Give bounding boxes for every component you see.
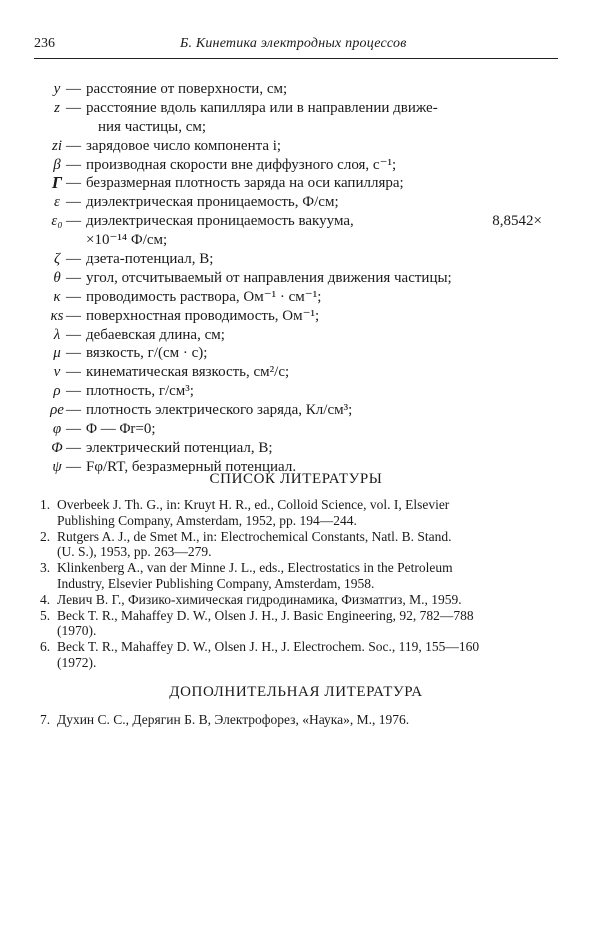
reference-line: Publishing Company, Amsterdam, 1952, pp. 194—244. — [57, 512, 357, 528]
symbol-row: ε — диэлектрическая проницаемость, Ф/см; — [48, 193, 558, 212]
additional-references-list — [34, 712, 558, 728]
reference-line: Beck T. R., Mahaffey D. W., Olsen J. H., J. Basic Engineering, 92, 782—788 — [57, 607, 474, 623]
symbol-description: дзета-потенциал, В; — [86, 251, 214, 268]
symbol-row: λ — дебаевская длина, см; — [48, 326, 558, 345]
symbol-row: y — расстояние от поверхности, см; — [48, 80, 558, 99]
symbol-description: электрический потенциал, В; — [86, 439, 273, 456]
reference-number: 6. — [40, 639, 51, 655]
symbol-row: κ — проводимость раствора, Ом⁻¹ · см⁻¹; — [48, 288, 558, 307]
references-list — [34, 497, 558, 671]
symbol-description: поверхностная проводимость, Ом⁻¹; — [86, 307, 320, 324]
symbol: ψ — [52, 458, 62, 475]
symbol-row: z — расстояние вдоль капилляра или в направлении движе- — [48, 99, 558, 118]
symbol-description: Fφ/RT, безразмерный потенциал. — [86, 458, 297, 475]
symbol-description: ×10⁻¹⁴ Ф/см; — [86, 232, 168, 249]
reference-item — [34, 529, 558, 561]
symbol-row: μ — вязкость, г/(см · с); — [48, 344, 558, 363]
symbol-row: ρe — плотность электрического заряда, Кл/см³; — [48, 401, 558, 420]
reference-item — [34, 592, 558, 608]
symbol-description: кинематическая вязкость, см²/с; — [86, 364, 290, 381]
symbol-row: Φ — электрический потенциал, В; — [48, 439, 558, 458]
symbol-description: угол, отсчитываемый от направления движения частицы; — [86, 269, 452, 286]
symbol-list — [48, 80, 558, 477]
symbol: ε — [54, 194, 60, 211]
symbol-row: Γ — безразмерная плотность заряда на оси капилляра; — [48, 174, 558, 193]
reference-line: (1970). — [57, 623, 97, 639]
reference-line: (1972). — [57, 654, 97, 670]
symbol-description: проводимость раствора, Ом⁻¹ · см⁻¹; — [86, 288, 322, 305]
reference-line: Духин С. С., Дерягин Б. В, Электрофорез, «Наука», М., 1976. — [57, 712, 410, 727]
symbol: ε₀ — [51, 213, 63, 230]
symbol: zi — [51, 137, 62, 154]
symbol-description: дебаевская длина, см; — [86, 326, 225, 343]
symbol-description: безразмерная плотность заряда на оси капилляра; — [86, 175, 404, 192]
reference-number: 5. — [40, 607, 51, 623]
symbol: ρe — [50, 402, 64, 419]
symbol-row: φ — Φ — Φr=0; — [48, 420, 558, 439]
symbol-description: зарядовое число компонента i; — [86, 137, 282, 154]
symbol-description: Φ — Φr=0; — [86, 421, 156, 438]
symbol-description: диэлектрическая проницаемость вакуума, — [86, 213, 354, 230]
symbol: ν — [53, 364, 61, 381]
symbol-row: ζ — дзета-потенциал, В; — [48, 250, 558, 269]
references-heading: СПИСОК ЛИТЕРАТУРЫ — [209, 471, 383, 487]
symbol-description: ния частицы, см; — [98, 118, 207, 135]
symbol-row: ν — кинематическая вязкость, см²/с; — [48, 363, 558, 382]
symbol-row: β — производная скорости вне диффузного слоя, с⁻¹; — [48, 156, 558, 175]
reference-item — [34, 608, 558, 640]
reference-number: 2. — [40, 528, 51, 544]
reference-item — [34, 497, 558, 529]
reference-line: (U. S.), 1953, pp. 263—279. — [57, 544, 212, 560]
symbol: Γ — [51, 173, 63, 193]
symbol-row-continuation — [48, 231, 558, 250]
symbol: ρ — [53, 383, 61, 400]
symbol: β — [53, 156, 61, 173]
page-number: 236 — [34, 36, 55, 51]
symbol-row-continuation — [48, 118, 558, 137]
symbol: μ — [53, 345, 61, 362]
reference-line: Левич В. Г., Физико-химическая гидродинамика, Физматгиз, М., 1959. — [57, 591, 462, 607]
symbol: z — [54, 99, 60, 116]
symbol-description: расстояние вдоль капилляра или в направлении движе- — [86, 99, 438, 116]
header-divider — [34, 58, 558, 59]
symbol-description: расстояние от поверхности, см; — [86, 81, 288, 97]
reference-number: 3. — [40, 560, 51, 576]
additional-references-heading: ДОПОЛНИТЕЛЬНАЯ ЛИТЕРАТУРА — [169, 684, 423, 700]
reference-line: Beck T. R., Mahaffey D. W., Olsen J. H., J. Electrochem. Soc., 119, 155—160 — [57, 639, 480, 655]
symbol-description: плотность электрического заряда, Кл/см³; — [86, 402, 353, 419]
symbol-description: вязкость, г/(см · с); — [86, 345, 208, 362]
symbol: κs — [50, 307, 64, 324]
symbol-row: ε₀ — диэлектрическая проницаемость вакуума, 8,8542× — [48, 212, 558, 231]
reference-item — [34, 560, 558, 592]
symbol: y — [53, 81, 61, 97]
running-title: Б. Кинетика электродных процессов — [180, 36, 407, 51]
page-header — [34, 36, 556, 56]
reference-item — [34, 639, 558, 671]
reference-item — [34, 712, 558, 728]
symbol-row: θ — угол, отсчитываемый от направления движения частицы; — [48, 269, 558, 288]
symbol-description: производная скорости вне диффузного слоя, с⁻¹; — [86, 156, 397, 173]
symbol: θ — [53, 269, 61, 286]
symbol: κ — [53, 288, 61, 305]
reference-number: 7. — [40, 712, 51, 727]
symbol-value: 8,8542× — [492, 213, 542, 230]
symbol-description: диэлектрическая проницаемость, Ф/см; — [86, 194, 339, 211]
reference-number: 1. — [40, 497, 51, 512]
reference-line: Rutgers A. J., de Smet M., in: Electrochemical Constants, Natl. B. Stand. — [57, 528, 452, 544]
symbol: Φ — [51, 439, 63, 456]
reference-number: 4. — [40, 591, 51, 607]
reference-line: Overbeek J. Th. G., in: Kruyt H. R., ed., Colloid Science, vol. I, Elsevier — [57, 497, 450, 512]
symbol-description: плотность, г/см³; — [86, 383, 194, 400]
reference-line: Industry, Elsevier Publishing Company, Amsterdam, 1958. — [57, 575, 375, 591]
symbol: λ — [53, 326, 61, 343]
symbol-row: ρ — плотность, г/см³; — [48, 382, 558, 401]
symbol: ζ — [53, 251, 61, 268]
reference-line: Klinkenberg A., van der Minne J. L., eds., Electrostatics in the Petroleum — [57, 560, 453, 576]
symbol-row: κs — поверхностная проводимость, Ом⁻¹; — [48, 307, 558, 326]
symbol-row: ψ — Fφ/RT, безразмерный потенциал. — [48, 458, 558, 477]
symbol: φ — [52, 421, 62, 438]
symbol-row: zi — зарядовое число компонента i; — [48, 137, 558, 156]
